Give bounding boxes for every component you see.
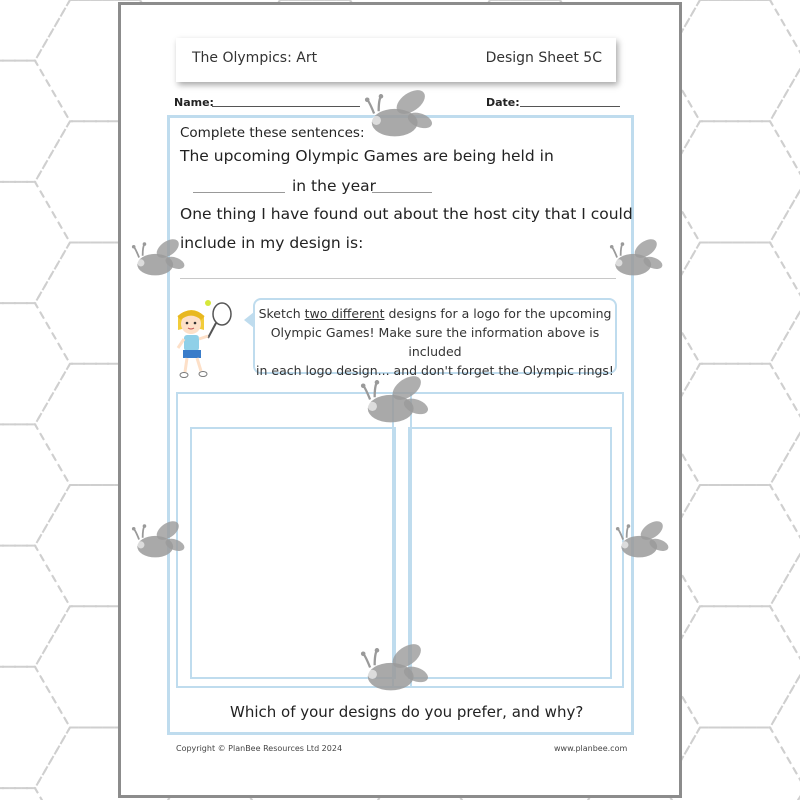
bubble-line2: Olympic Games! Make sure the information above is included xyxy=(270,325,600,359)
hexagon-cell xyxy=(0,667,70,788)
sentence-design: include in my design is: xyxy=(180,234,364,252)
date-field[interactable] xyxy=(520,106,620,107)
speech-bubble xyxy=(253,298,617,378)
bee-watermark-icon xyxy=(360,86,434,145)
name-label: Name: xyxy=(174,96,214,109)
bee-watermark-icon xyxy=(128,236,186,283)
hexagon-cell xyxy=(0,424,70,545)
tennis-girl-illustration xyxy=(172,298,236,382)
sentence-host-city: The upcoming Olympic Games are being held in xyxy=(180,147,554,165)
header-card xyxy=(176,38,616,82)
hexagon-cell xyxy=(770,61,800,182)
hexagon-cell xyxy=(770,303,800,424)
hexagon-cell xyxy=(770,424,800,545)
website-text: www.planbee.com xyxy=(554,744,628,753)
bubble-line1-pre: Sketch xyxy=(258,306,305,321)
name-field[interactable] xyxy=(212,106,360,107)
hexagon-cell xyxy=(770,667,800,788)
intro-text: Complete these sentences: xyxy=(180,125,365,141)
sentence-year: in the year xyxy=(292,177,377,195)
hexagon-cell xyxy=(0,61,70,182)
hexagon-cell xyxy=(0,182,70,303)
host-fact-blank[interactable] xyxy=(180,278,616,279)
hexagon-cell xyxy=(0,546,70,667)
design-box-2-inner xyxy=(408,427,612,679)
hexagon-cell xyxy=(665,728,800,800)
bubble-line1-underlined: two different xyxy=(304,306,385,321)
hexagon-cell xyxy=(0,0,70,61)
bee-watermark-icon xyxy=(356,640,430,699)
copyright-text: Copyright © PlanBee Resources Ltd 2024 xyxy=(176,744,343,753)
bee-watermark-icon xyxy=(128,518,186,565)
sheet-id: Design Sheet 5C xyxy=(485,50,602,66)
preference-question: Which of your designs do you prefer, and why? xyxy=(230,703,584,721)
hexagon-cell xyxy=(770,788,800,800)
host-city-blank[interactable] xyxy=(193,192,285,193)
bubble-line3: in each logo design... and don't forget the Olympic rings! xyxy=(256,363,614,378)
worksheet-title: The Olympics: Art xyxy=(192,50,318,66)
date-label: Date: xyxy=(486,96,520,109)
year-blank[interactable] xyxy=(372,192,432,193)
sentence-host-fact: One thing I have found out about the host city that I could xyxy=(180,205,633,223)
bee-watermark-icon xyxy=(612,518,670,565)
hexagon-cell xyxy=(0,303,70,424)
hexagon-cell xyxy=(770,182,800,303)
bee-watermark-icon xyxy=(606,236,664,283)
hexagon-cell xyxy=(770,546,800,667)
bubble-line1-post: designs for a logo for the upcoming xyxy=(384,306,612,321)
bee-watermark-icon xyxy=(356,372,430,431)
